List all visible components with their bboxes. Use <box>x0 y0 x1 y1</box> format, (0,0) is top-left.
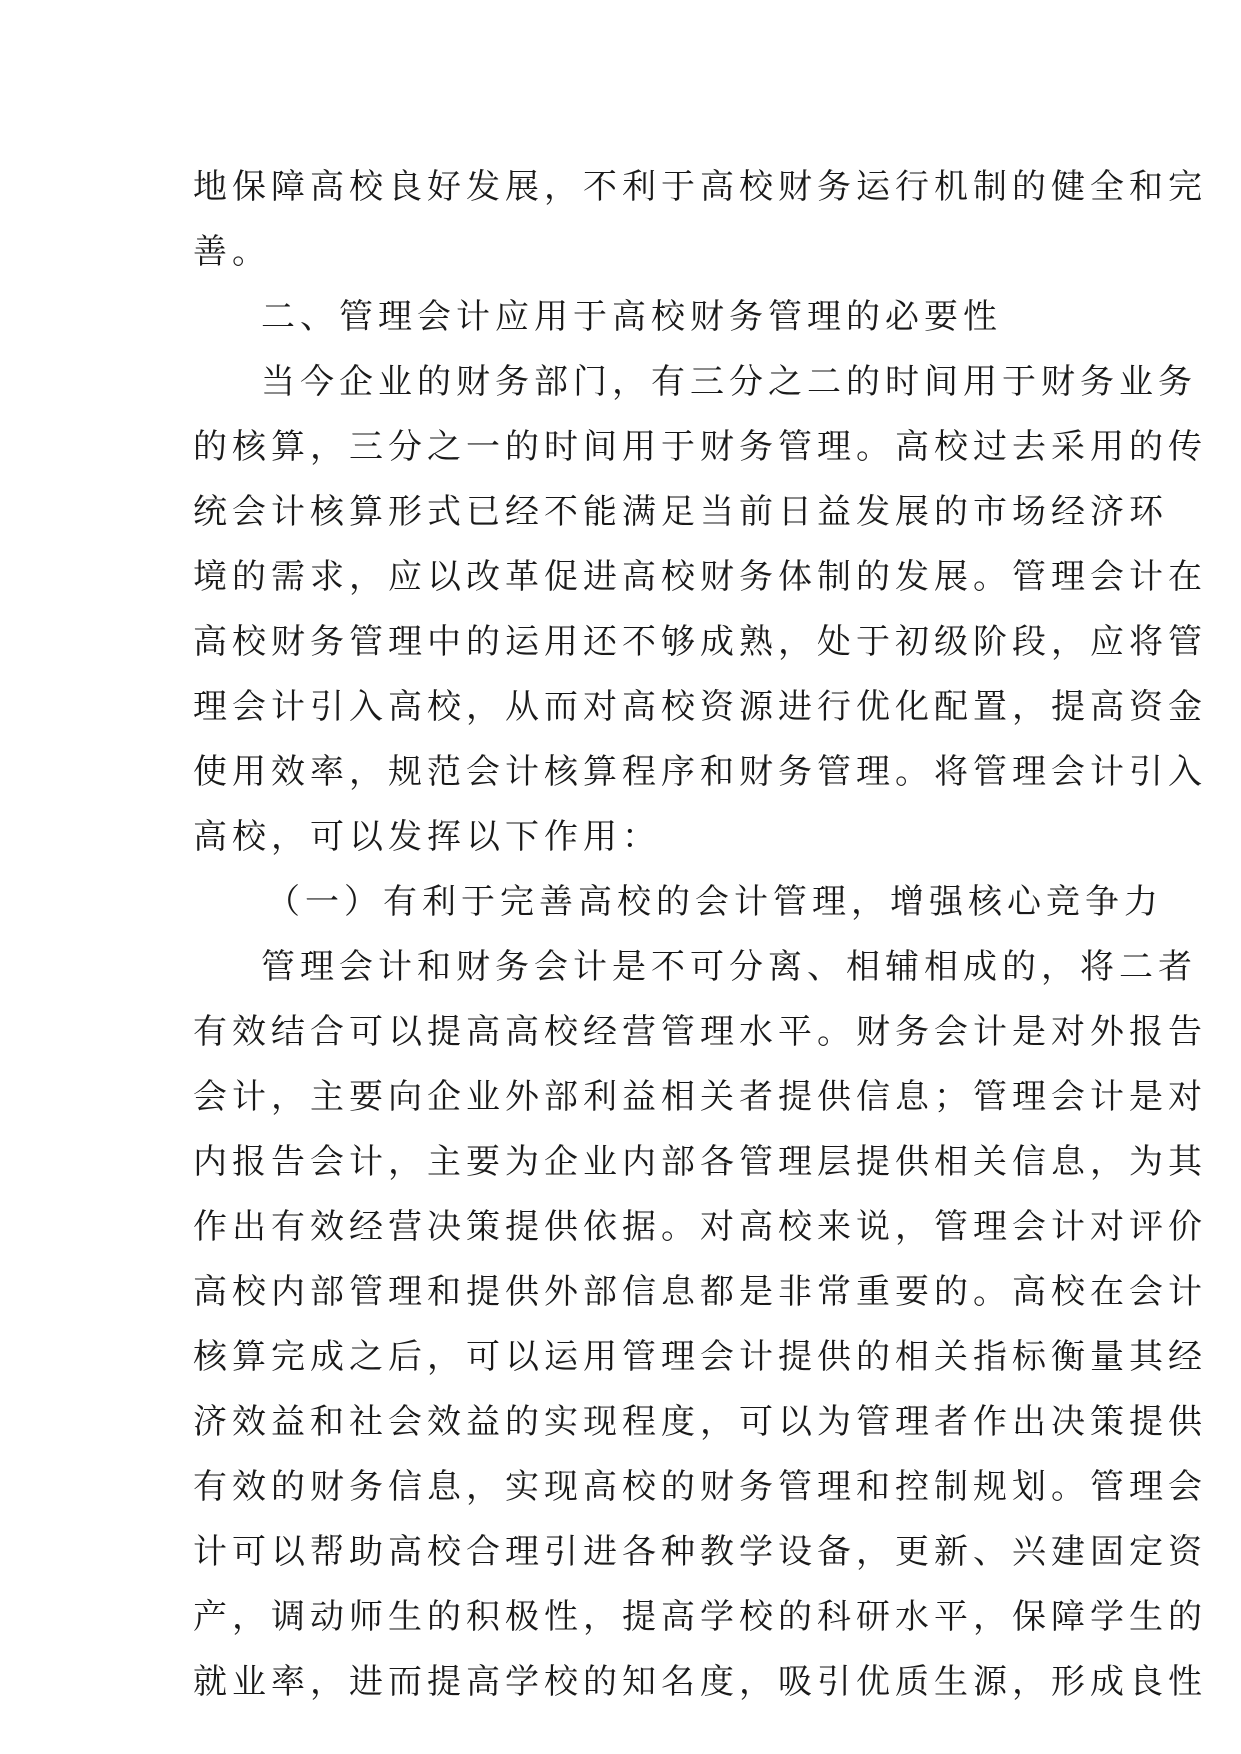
text-line: 就业率，进而提高学校的知名度，吸引优质生源，形成良性 <box>193 1662 1207 1702</box>
text-line: 管理会计和财务会计是不可分离、相辅相成的，将二者 <box>261 947 1197 987</box>
text-line: 有效的财务信息，实现高校的财务管理和控制规划。管理会 <box>193 1467 1207 1507</box>
text-line: 有效结合可以提高高校经营管理水平。财务会计是对外报告 <box>193 1012 1207 1052</box>
text-line: 统会计核算形式已经不能满足当前日益发展的市场经济环 <box>193 492 1168 532</box>
section-heading: 二、管理会计应用于高校财务管理的必要性 <box>261 297 1002 337</box>
text-line: 高校，可以发挥以下作用： <box>193 817 661 857</box>
text-line: 理会计引入高校，从而对高校资源进行优化配置，提高资金 <box>193 687 1207 727</box>
text-line: 会计，主要向企业外部利益相关者提供信息；管理会计是对 <box>193 1077 1207 1117</box>
text-line: 产，调动师生的积极性，提高学校的科研水平，保障学生的 <box>193 1597 1207 1637</box>
text-line: 计可以帮助高校合理引进各种教学设备，更新、兴建固定资 <box>193 1532 1207 1572</box>
subsection-heading: （一）有利于完善高校的会计管理，增强核心竞争力 <box>266 882 1163 922</box>
text-line: 内报告会计，主要为企业内部各管理层提供相关信息，为其 <box>193 1142 1207 1182</box>
text-line: 作出有效经营决策提供依据。对高校来说，管理会计对评价 <box>193 1207 1207 1247</box>
text-line: 地保障高校良好发展，不利于高校财务运行机制的健全和完 <box>193 167 1207 207</box>
text-line: 使用效率，规范会计核算程序和财务管理。将管理会计引入 <box>193 752 1207 792</box>
text-line: 核算完成之后，可以运用管理会计提供的相关指标衡量其经 <box>193 1337 1207 1377</box>
text-line: 境的需求，应以改革促进高校财务体制的发展。管理会计在 <box>193 557 1207 597</box>
text-line: 高校财务管理中的运用还不够成熟，处于初级阶段，应将管 <box>193 622 1207 662</box>
text-line: 的核算，三分之一的时间用于财务管理。高校过去采用的传 <box>193 427 1207 467</box>
text-line: 高校内部管理和提供外部信息都是非常重要的。高校在会计 <box>193 1272 1207 1312</box>
text-line: 济效益和社会效益的实现程度，可以为管理者作出决策提供 <box>193 1402 1207 1442</box>
text-line: 当今企业的财务部门，有三分之二的时间用于财务业务 <box>261 362 1197 402</box>
text-line: 善。 <box>193 232 271 272</box>
